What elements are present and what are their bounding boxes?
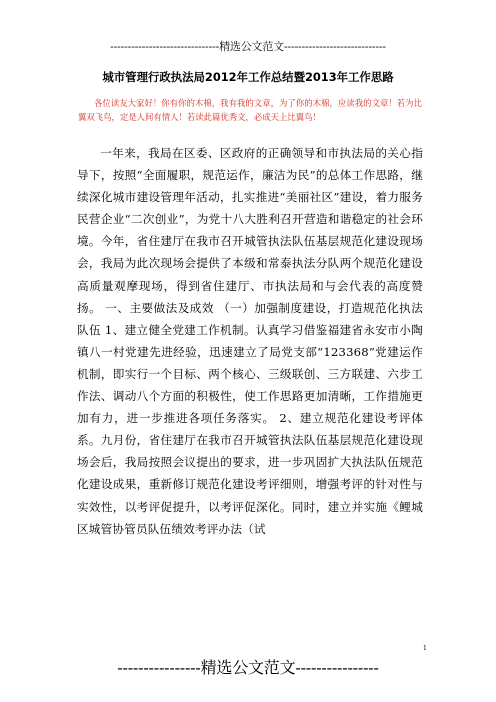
document-title: 城市管理行政执法局2012年工作总结暨2013年工作思路 [102, 70, 394, 84]
body-paragraph: 一年来，我局在区委、区政府的正确领导和市执法局的关心指导下，按照“全面履职，规范运作，廉洁为民”的总体工作思路，继续深化城市建设管理年活动，扎实推进“美丽社区”建设，着力服务民营企业“二次创业”，为党十八大胜利召开营造和谐稳定的社会环境。今年，省住建厅在我市召开城管执法队伍基层规范化建设现场会，我局为此次现场会提供了本级和常泰执法分队两个规范化建设高质量观摩现场，得到省住建厅、市执法局和与会代表的高度赞扬。 一、主要做法及成效 （一）加强制度建设，打造规范化执法队伍 1、建立健全党建工作机制。认真学习借鉴福建省永安市小陶镇八一村党建先进经验，迅速建立了局党支部“123368”党建运作机制，即实行一个目标、两个核心、三级联创、三方联建、六步工作法、调动八个方面的积极性，使工作思路更加清晰，工作措施更加有力，进一步推进各项任务落实。 2、建立规范化建设考评体系。九月份，省住建厅在我市召开城管执法队伍基层规范化建设现场会后，我局按照会议提出的要求，进一步巩固扩大执法队伍规范化建设成果，重新修订规范化建设考评细则，增强考评的针对性与实效性，以考评促提升，以考评促深化。同时，建立并实施《鲤城区城管协管员队伍绩效考评办法（试 [77, 146, 423, 536]
footer-banner: ----------------精选公文范文---------------- [117, 658, 379, 677]
page-number: 1 [423, 645, 427, 652]
header-banner: -------------------------------精选公文范文----------------------------- [110, 40, 386, 53]
greeting-text: 各位读友大家好！你有你的木棉，我有我的文章，为了你的木棉，应读我的文章！若为比翼双飞鸟，定是人间有情人！若读此篇优秀文，必成天上比翼鸟！ [78, 98, 422, 122]
